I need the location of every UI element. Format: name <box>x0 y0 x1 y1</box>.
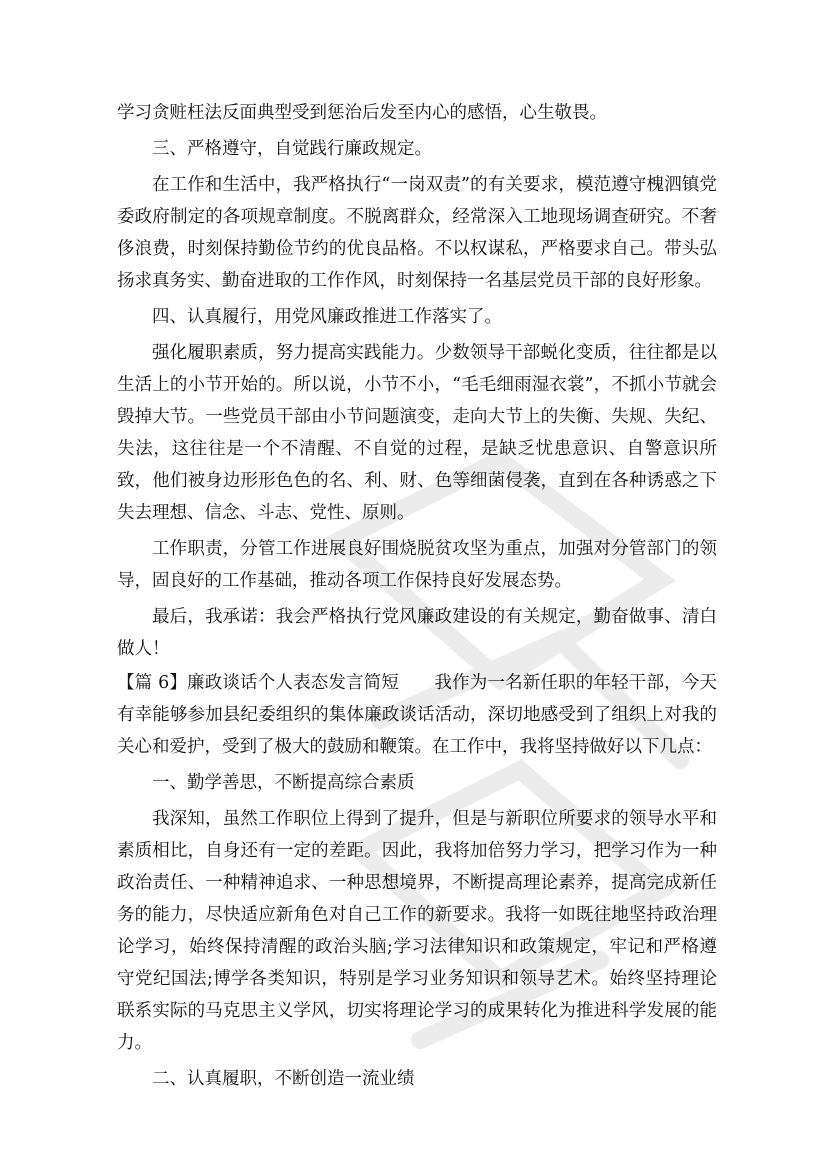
paragraph-5: 强化履职素质，努力提高实践能力。少数领导干部蜕化变质，往往都是以生活上的小节开始的。所以说，小节不小，“毛毛细雨湿衣裳”，不抓小节就会毁掉大节。一些党员干部由小节问题演变，走向大节上的失衡、失规、失纪、失法，这往往是一个不清醒、不自觉的过程，是缺乏忧患意识、自警意识所致，他们被身边形形色色的名、利、财、色等细菌侵袭，直到在各种诱惑之下失去理想、信念、斗志、党性、原则。 <box>117 343 717 523</box>
section-heading-2: 二、认真履职，不断创造一流业绩 <box>152 1069 415 1089</box>
section-heading-3: 三、严格遵守，自觉践行廉政规定。 <box>152 139 432 159</box>
paragraph-1: 学习贪赃枉法反面典型受到惩治后发至内心的感悟，心生敬畏。 <box>117 103 607 123</box>
paragraph-6: 工作职责，分管工作进展良好围烧脱贫攻坚为重点，加强对分管部门的领导，固良好的工作基础，推动各项工作保持良好发展态势。 <box>117 539 717 591</box>
paragraph-7: 最后，我承诺：我会严格执行党风廉政建设的有关规定，勤奋做事、清白做人！ <box>117 607 717 659</box>
paragraph-10: 我深知，虽然工作职位上得到了提升，但是与新职位所要求的领导水平和素质相比，自身还有一定的差距。因此，我将加倍努力学习，把学习作为一种政治责任、一种精神追求、一种思想境界，不断提高理论素养，提高完成新任务的能力，尽快适应新角色对自己工作的新要求。我将一如既往地坚持政治理论学习，始终保持清醒的政治头脑;学习法律知识和政策规定，牢记和严格遵守党纪国法;博学各类知识，特别是学习业务知识和领导艺术。始终坚持理论联系实际的马克思主义学风，切实将理论学习的成果转化为推进科学发展的能力。 <box>117 809 717 1053</box>
paragraph-3: 在工作和生活中，我严格执行“一岗双责”的有关要求，模范遵守槐泗镇党委政府制定的各项规章制度。不脱离群众，经常深入工地现场调查研究。不奢侈浪费，时刻保持勤俭节约的优良品格。不以权谋私，严格要求自己。带头弘扬求真务实、勤奋进取的工作作风，时刻保持一名基层党员干部的良好形象。 <box>117 175 717 291</box>
section-heading-4: 四、认真履行，用党风廉政推进工作落实了。 <box>152 307 502 327</box>
section-heading-1: 一、勤学善思，不断提高综合素质 <box>152 773 415 793</box>
document-body <box>117 97 717 1095</box>
article-6-intro: 【篇 6】廉政谈话个人表态发言简短 我作为一名新任职的年轻干部，今天有幸能够参加县纪委组织的集体廉政谈话活动，深切地感受到了组织上对我的关心和爱护，受到了极大的鼓励和鞭策。在工作中，我将坚持做好以下几点： <box>117 673 717 757</box>
